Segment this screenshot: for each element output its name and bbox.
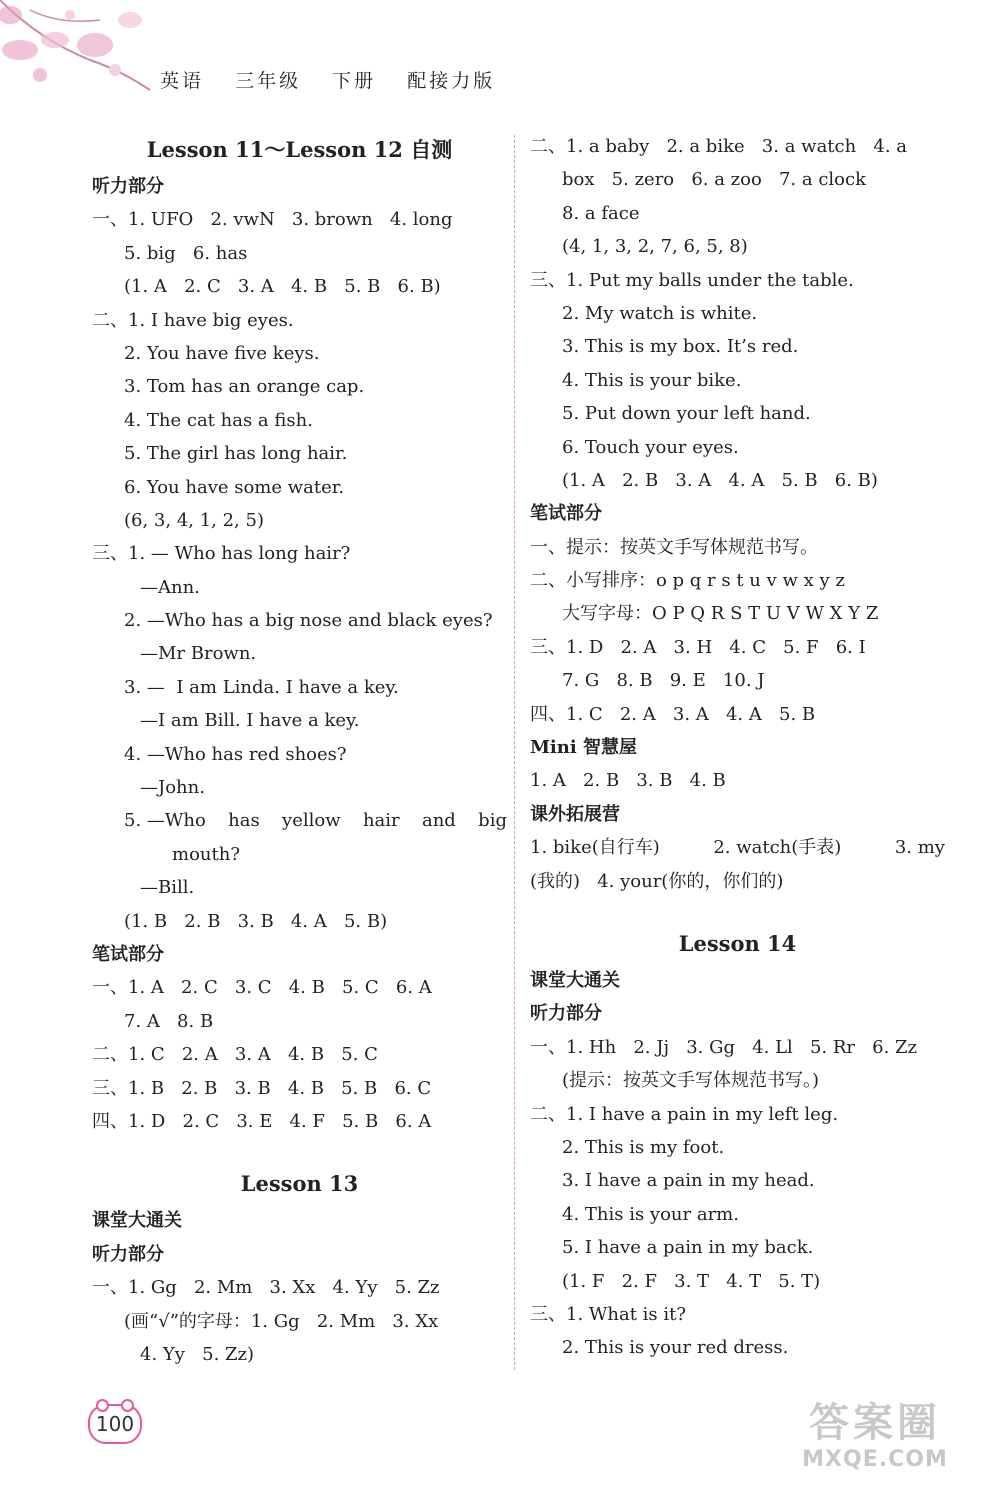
answer-line: 8. a face	[562, 202, 640, 224]
word: 2. watch(手表)	[713, 837, 842, 859]
answer-line: 三、1. B 2. B 3. B 4. B 5. B 6. C	[92, 1077, 432, 1099]
header-volume: 下册	[332, 70, 377, 92]
answer-line: 5. The girl has long hair.	[124, 443, 348, 465]
answer-line: (画“√”的字母：1. Gg 2. Mm 3. Xx	[124, 1310, 439, 1332]
section-title-lesson-11-12: Lesson 11～Lesson 12 自测	[146, 137, 453, 162]
watermark-line1: 答案圈	[809, 1400, 941, 1446]
answer-line: (1. F 2. F 3. T 4. T 5. T)	[562, 1270, 821, 1292]
answer-line: 一、1. A 2. C 3. C 4. B 5. C 6. A	[92, 977, 432, 999]
word: hair	[362, 810, 400, 832]
heading-mini: Mini 智慧屋	[530, 737, 637, 759]
section-title-lesson-13: Lesson 13	[240, 1171, 359, 1197]
answer-line: 4. This is your bike.	[562, 369, 742, 391]
book-header	[160, 66, 517, 93]
answer-line: 二、1. C 2. A 3. A 4. B 5. C	[92, 1044, 378, 1066]
answer-line: 7. G 8. B 9. E 10. J	[562, 670, 765, 692]
answer-line: (1. B 2. B 3. B 4. A 5. B)	[124, 910, 388, 932]
answer-line: 5. big 6. has	[124, 242, 248, 264]
answer-line: 二、1. I have big eyes.	[92, 309, 294, 331]
answer-line-justified	[92, 804, 507, 837]
word: 1. bike(自行车)	[530, 837, 660, 859]
answer-line: 5. I have a pain in my back.	[562, 1237, 814, 1259]
answer-line: 6. Touch your eyes.	[562, 436, 739, 458]
answer-line: (1. A 2. C 3. A 4. B 5. B 6. B)	[124, 276, 441, 298]
heading-written: 笔试部分	[92, 943, 164, 965]
header-grade: 三年级	[235, 70, 302, 92]
answer-line: —Bill.	[140, 877, 195, 899]
answer-line: 四、1. D 2. C 3. E 4. F 5. B 6. A	[92, 1110, 432, 1132]
answer-line: 大写字母：O P Q R S T U V W X Y Z	[562, 603, 879, 625]
answer-line: 四、1. C 2. A 3. A 4. A 5. B	[530, 703, 816, 725]
answer-line: 一、1. UFO 2. vwN 3. brown 4. long	[92, 209, 453, 231]
answer-line: 一、1. Hh 2. Jj 3. Gg 4. Ll 5. Rr 6. Zz	[530, 1036, 918, 1058]
column-divider	[514, 135, 515, 1370]
answer-line: 一、1. Gg 2. Mm 3. Xx 4. Yy 5. Zz	[92, 1277, 440, 1299]
heading-listening: 听力部分	[530, 1003, 602, 1025]
answer-line: 6. You have some water.	[124, 476, 345, 498]
watermark-line2: MXQE.COM	[802, 1447, 948, 1472]
answer-line: —John.	[140, 777, 205, 799]
answer-line: 3. Tom has an orange cap.	[124, 376, 365, 398]
answer-line: 3. — I am Linda. I have a key.	[124, 676, 399, 698]
answer-line: box 5. zero 6. a zoo 7. a clock	[562, 169, 866, 191]
answer-line: 三、1. What is it?	[530, 1303, 687, 1325]
answer-line: 2. This is my foot.	[562, 1136, 725, 1158]
heading-classroom: 课堂大通关	[530, 969, 620, 991]
answer-line-justified	[530, 831, 945, 864]
answer-line: 三、1. Put my balls under the table.	[530, 269, 854, 291]
answer-line: 2. My watch is white.	[562, 302, 758, 324]
answer-line: 4. —Who has red shoes?	[124, 743, 347, 765]
answer-line: 4. The cat has a fish.	[124, 409, 313, 431]
answer-line: 1. A 2. B 3. B 4. B	[530, 770, 726, 792]
word: has	[228, 810, 260, 832]
answer-line: 三、1. — Who has long hair?	[92, 543, 351, 565]
answer-line: 二、1. a baby 2. a bike 3. a watch 4. a	[530, 136, 907, 157]
answer-line: 3. This is my box. It’s red.	[562, 336, 799, 358]
heading-classroom: 课堂大通关	[92, 1210, 182, 1232]
answer-line: —I am Bill. I have a key.	[140, 710, 360, 732]
word: yellow	[282, 810, 341, 832]
heading-listening: 听力部分	[92, 176, 164, 197]
word: big	[478, 810, 507, 832]
right-column	[530, 130, 945, 1365]
answer-line: (6, 3, 4, 1, 2, 5)	[124, 509, 264, 531]
answer-line: 7. A 8. B	[124, 1010, 214, 1032]
answer-line: —Mr Brown.	[140, 643, 257, 665]
answer-line: 4. This is your arm.	[562, 1203, 739, 1225]
watermark	[770, 1400, 980, 1480]
answer-line: (4, 1, 3, 2, 7, 6, 5, 8)	[562, 236, 748, 258]
word: 5. —Who	[124, 810, 206, 832]
answer-line: 5. Put down your left hand.	[562, 403, 811, 425]
section-title-lesson-14: Lesson 14	[678, 930, 797, 956]
answer-line: 4. Yy 5. Zz)	[140, 1343, 255, 1365]
answer-line: 2. —Who has a big nose and black eyes?	[124, 610, 493, 632]
answer-line: 三、1. D 2. A 3. H 4. C 5. F 6. I	[530, 636, 866, 658]
word: and	[421, 810, 456, 832]
answer-line: (提示：按英文手写体规范书写。)	[562, 1070, 820, 1092]
heading-listening: 听力部分	[92, 1243, 164, 1265]
answer-line: mouth?	[172, 843, 240, 865]
heading-extension: 课外拓展营	[530, 803, 620, 825]
word: 3. my	[894, 837, 945, 859]
page-number: 100	[88, 1404, 142, 1444]
header-edition: 配接力版	[407, 70, 496, 92]
header-subject: 英语	[160, 70, 205, 92]
answer-line: 3. I have a pain in my head.	[562, 1170, 815, 1192]
answer-line: 二、小写排序：o p q r s t u v w x y z	[530, 570, 845, 592]
answer-line: (我的) 4. your(你的，你们的)	[530, 870, 784, 892]
answer-line: 2. You have five keys.	[124, 342, 320, 364]
answer-line: 一、提示：按英文手写体规范书写。	[530, 536, 818, 558]
answer-line: —Ann.	[140, 576, 200, 598]
left-column	[92, 130, 507, 1371]
answer-line: 二、1. I have a pain in my left leg.	[530, 1103, 839, 1125]
answer-line: (1. A 2. B 3. A 4. A 5. B 6. B)	[562, 469, 878, 491]
answer-line: 2. This is your red dress.	[562, 1337, 789, 1359]
heading-written: 笔试部分	[530, 503, 602, 525]
